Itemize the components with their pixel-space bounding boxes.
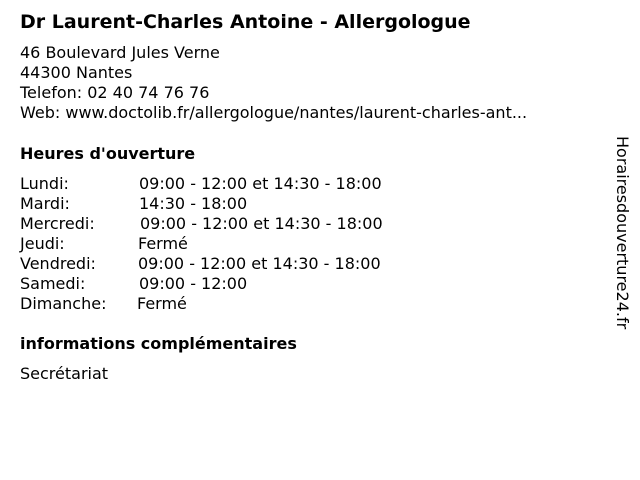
page-title: Dr Laurent-Charles Antoine - Allergologue bbox=[20, 11, 471, 33]
opening-hours-heading: Heures d'ouverture bbox=[20, 144, 196, 163]
hours-value: Fermé bbox=[137, 294, 187, 313]
hours-value: 09:00 - 12:00 et 14:30 - 18:00 bbox=[138, 254, 381, 273]
address-city: 44300 Nantes bbox=[20, 63, 133, 82]
day-label: Jeudi: bbox=[20, 234, 65, 253]
website-link: Web: www.doctolib.fr/allergologue/nantes/laurent-charles-ant... bbox=[20, 103, 528, 122]
site-watermark: Horairesdouverture24.fr bbox=[613, 136, 632, 330]
day-label: Lundi: bbox=[20, 174, 69, 193]
day-label: Vendredi: bbox=[20, 254, 96, 273]
day-label: Samedi: bbox=[20, 274, 86, 293]
hours-value: 09:00 - 12:00 bbox=[139, 274, 248, 293]
contact-block bbox=[20, 43, 527, 123]
hours-value: 09:00 - 12:00 et 14:30 - 18:00 bbox=[139, 174, 382, 193]
day-label: Mercredi: bbox=[20, 214, 95, 233]
day-label: Dimanche: bbox=[20, 294, 107, 313]
hours-value: 14:30 - 18:00 bbox=[139, 194, 248, 213]
address-street: 46 Boulevard Jules Verne bbox=[20, 43, 220, 62]
hours-value: Fermé bbox=[138, 234, 188, 253]
additional-info-text: Secrétariat bbox=[20, 364, 109, 383]
additional-info-heading: informations complémentaires bbox=[20, 334, 297, 353]
hours-value: 09:00 - 12:00 et 14:30 - 18:00 bbox=[140, 214, 383, 233]
day-label: Mardi: bbox=[20, 194, 70, 213]
phone-number: Telefon: 02 40 74 76 76 bbox=[20, 83, 210, 102]
